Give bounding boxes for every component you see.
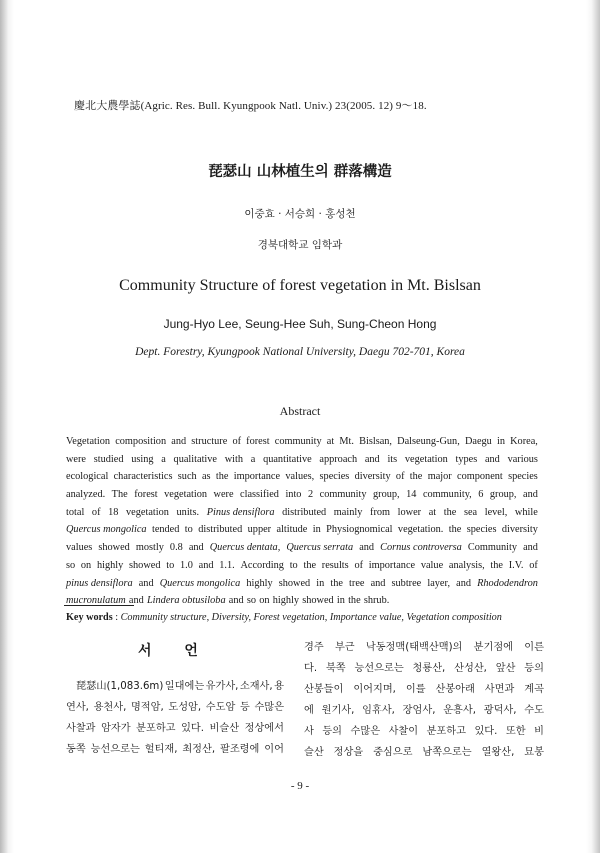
abstract-word: the [303,559,317,571]
abstract-word: subtree [391,577,422,589]
abstract-word: 18 [108,506,119,518]
body-line [304,700,544,721]
body-word: 산성산, [454,663,487,674]
abstract-word: ecological [66,471,109,483]
abstract-word: so [66,559,76,571]
abstract-word: species [466,524,497,536]
abstract-word: Mt. [339,436,354,447]
abstract-line [66,592,538,610]
abstract-word: and [198,559,214,571]
abstract-word: and [171,436,187,447]
body-word: 남쪽으로는 [422,747,472,758]
abstract-word: the [490,559,503,571]
scan-shadow-right [586,0,600,853]
abstract-line [66,557,538,575]
abstract-word: major [427,471,452,483]
body-word: 앞산 [495,663,516,674]
body-word: 경주 [304,642,324,653]
abstract-word: According [240,559,284,571]
abstract-word: of [529,559,538,571]
abstract-word: altitude [276,524,308,536]
body-word: 도성암, [168,702,202,713]
abstract-word: The [111,489,128,501]
body-word: 계곡 [524,684,544,695]
body-word: 또한 [505,726,526,737]
body-column-left [66,676,284,760]
body-word: 정상을 [333,747,364,758]
abstract-word: results [321,559,349,571]
abstract-word: composition [115,436,167,447]
abstract-word: the [443,506,457,518]
english-affiliation: Dept. Forestry, Kyungpook National University, Daegu 702-701, Korea [135,346,465,358]
abstract-word: of [232,436,242,447]
abstract-italic-term: pinus densiflora [66,577,133,589]
abstract-word: in [316,577,325,589]
keywords-rule [64,605,134,606]
abstract-word: analysis, [448,559,485,571]
abstract-heading: Abstract [279,404,321,418]
abstract-word: importance [233,471,281,483]
body-word: 에 [304,705,314,716]
abstract-line [66,468,538,486]
abstract-word: in [312,524,321,536]
abstract-word: value [420,559,444,571]
abstract-word: and [484,453,500,465]
abstract-line [66,575,538,593]
body-word: 최정산, [182,744,216,755]
abstract-word: distributed [198,524,243,536]
abstract-word: as [201,471,211,483]
abstract-italic-term: mucronulatum [66,595,126,607]
abstract-word: classified [240,489,279,501]
keywords-text: Community structure, Diversity, Forest vegetation, Importance value, Vegetation composition [120,612,502,623]
abstract-word: distributed [282,506,327,518]
abstract-word: Physiognomical [326,524,393,536]
english-authors: Jung-Hyo Lee, Seung-Hee Suh, Sung-Cheon Hong [163,317,437,331]
body-word: 소재사, [239,681,273,692]
body-word: 산봉들이 [304,684,344,695]
abstract-word: showed [302,595,334,607]
abstract-word: group, [373,489,400,501]
abstract-word: and [128,595,144,607]
abstract-line [66,486,538,504]
abstract-word: 0.8 [169,542,183,554]
body-line [304,679,544,700]
body-word: 사찰과 [66,723,96,734]
abstract-word: and [359,542,375,554]
keywords-separator: : [112,612,121,623]
abstract-word: of [395,471,405,483]
abstract-word: community [274,436,322,447]
abstract-word: the [348,595,361,607]
body-word: 연사, [66,702,89,713]
abstract-word: 14 [406,489,417,501]
abstract-word: approach [319,453,358,465]
body-word: 사면과 [484,684,515,695]
journal-citation: 慶北大農學誌(Agric. Res. Bull. Kyungpook Natl. Univ.) 23(2005. 12) 9～18. [74,100,427,112]
body-word: 산봉아래 [435,684,475,695]
abstract-word: the [330,577,343,589]
abstract-word: from [370,506,391,518]
abstract-word: showed [278,577,311,589]
abstract-word: on [80,559,92,571]
body-word: 등 [239,702,250,713]
abstract-word: 1.1. [219,559,235,571]
abstract-word: level, [484,506,508,518]
body-word: 광덕사, [483,705,517,716]
abstract-word: with [224,453,244,465]
abstract-word: into [285,489,302,501]
abstract-word: to [289,559,298,571]
body-word: 사찰이 [388,726,419,737]
body-word: 있다. [474,726,498,737]
abstract-word: and [138,577,154,589]
body-word: 사 [304,726,314,737]
body-word: 수많은 [350,726,381,737]
body-word: 명적암, [130,702,164,713]
body-word: 수많은 [254,702,284,713]
body-word: 분기점에 [473,642,514,653]
section-title-introduction: 서 언 [138,643,212,659]
keywords-line [66,612,546,623]
abstract-word: highly [272,595,300,607]
abstract-word: vegetation [164,489,208,501]
korean-title: 琵瑟山 山林植生의 群落構造 [208,164,392,180]
abstract-word: diversity [501,524,538,536]
abstract-word: and [370,577,386,589]
body-word: 운흥사, [443,705,476,716]
body-line [66,718,284,739]
body-word: 일대에는 [164,681,205,692]
body-word: 다. [304,663,318,674]
body-word: 장엄사, [402,705,436,716]
abstract-word: at [428,506,437,518]
abstract-word: Bislsan, [359,436,393,447]
body-word: 수도암 [205,702,236,713]
abstract-word: component [457,471,503,483]
body-word: 중심으로 [373,747,413,758]
body-word: 비슬산 [209,723,240,734]
abstract-word: various [507,453,538,465]
abstract-line [66,539,538,557]
body-word: 용천사, [93,702,127,713]
abstract-word: Community [467,542,518,554]
abstract-word: and [228,595,244,607]
body-word: 이어 [264,744,284,755]
abstract-italic-term: Quercus mongolica [159,577,241,589]
korean-authors: 이중효 · 서승희 · 홍성천 [244,208,356,220]
abstract-word: community [319,489,367,501]
abstract-word: Dalseung-Gun, [397,436,460,447]
body-word: 등의 [322,726,343,737]
abstract-italic-term: Quercus dentata, [209,542,281,554]
abstract-word: Vegetation [66,436,111,447]
abstract-word: layer, [427,577,451,589]
scan-shadow-left [0,0,14,853]
body-word: 임휴사, [362,705,395,716]
abstract-word: and [523,489,538,501]
abstract-italic-term: Quercus mongolica [66,524,147,536]
abstract-word: Korea, [510,436,538,447]
body-line [66,697,284,718]
abstract-word: units. [176,506,200,518]
abstract-word: values [66,542,93,554]
body-word: 능선으로는 [90,744,140,755]
abstract-word: a [161,453,166,465]
abstract-word: community, [422,489,472,501]
abstract-word: diversity [354,471,391,483]
body-line [304,637,544,658]
abstract-word: on [259,595,270,607]
abstract-word: forest [246,436,270,447]
body-word: 분포하고 [426,726,466,737]
body-word: 헐티재, [144,744,178,755]
abstract-word: types [455,453,478,465]
abstract-line [66,433,538,451]
abstract-word: the [409,471,423,483]
abstract-word: and [456,577,472,589]
body-line [66,676,284,697]
body-word: 청룡산, [412,663,446,674]
abstract-word: using [131,453,154,465]
abstract-word: mostly [135,542,164,554]
body-word: 팔조령에 [220,744,260,755]
abstract-word: structure [191,436,228,447]
abstract-word: studied [93,453,124,465]
abstract-word: vegetation [404,453,448,465]
body-word: 분포하고 [136,723,176,734]
body-word: 낙동정맥(태백산맥)의 [365,642,463,653]
abstract-word: showed [98,542,130,554]
body-word: 수도 [524,705,544,716]
abstract-word: highly [246,577,273,589]
body-word: 용 [274,681,284,692]
abstract-word: the [448,524,462,536]
abstract-body [66,433,538,610]
abstract-italic-term: Lindera obtusiloba [146,595,226,607]
abstract-word: 2 [307,489,314,501]
body-word: 있다. [181,723,204,734]
abstract-line [66,504,538,522]
korean-affiliation: 경북대학교 임학과 [257,239,343,251]
body-word: 비 [534,726,544,737]
abstract-word: values, [285,471,315,483]
abstract-word: I.V. [508,559,524,571]
abstract-word: of [91,506,101,518]
abstract-word: quantitative [263,453,312,465]
abstract-italic-term: Quercus serrata [286,542,354,554]
body-line [66,739,284,760]
body-word: 원기사, [321,705,355,716]
abstract-word: species [319,471,350,483]
body-word: 이른 [524,642,544,653]
abstract-word: and [523,542,538,554]
body-word: 유가사, [205,681,239,692]
abstract-word: mainly [333,506,363,518]
abstract-word: and [188,542,204,554]
english-title: Community Structure of forest vegetation in Mt. Bislsan [119,277,481,294]
abstract-word: highly [96,559,124,571]
abstract-word: so [246,595,257,607]
abstract-word: vegetation [126,506,169,518]
body-word: 열왕산, [481,747,515,758]
body-word: 묘봉 [524,747,544,758]
abstract-word: characteristics [113,471,173,483]
abstract-word: were [213,489,234,501]
body-line [304,658,544,679]
abstract-word: sea [463,506,478,518]
body-word: 동쪽 [66,744,86,755]
body-line [304,721,544,742]
abstract-word: species [508,471,538,483]
abstract-word: qualitative [173,453,218,465]
body-word: 슬산 [304,747,324,758]
body-line [304,742,544,763]
body-word: 북쪽 [325,663,346,674]
abstract-word: such [177,471,197,483]
page-number: - 9 - [290,780,310,792]
body-column-right [304,637,544,763]
abstract-word: importance [368,559,416,571]
abstract-italic-term: Pinus densiflora [206,506,275,518]
body-word: 이를 [405,684,426,695]
keywords-label: Key words [66,612,113,623]
abstract-word: and [364,453,380,465]
abstract-word: vegetation. [397,524,444,536]
abstract-word: shrub. [363,595,390,607]
abstract-word: in [336,595,345,607]
abstract-word: tree [349,577,365,589]
abstract-word: 1.0 [180,559,193,571]
abstract-word: analyzed. [66,489,106,501]
body-word: 부근 [334,642,355,653]
abstract-word: group, [489,489,517,501]
abstract-word: were [66,453,87,465]
abstract-word: showed [129,559,161,571]
body-word: 능선으로는 [354,663,404,674]
body-word: 등의 [524,663,544,674]
abstract-word: tended [151,524,180,536]
abstract-italic-term: Rhododendron [477,577,538,589]
body-word: 琵瑟山(1,083.6m) [76,681,164,692]
body-word: 이어지며, [353,684,396,695]
abstract-word: 6 [478,489,484,501]
abstract-line [66,451,538,469]
abstract-word: of [354,559,364,571]
abstract-word: to [184,524,193,536]
abstract-word: forest [134,489,158,501]
abstract-word: upper [247,524,272,536]
abstract-word: while [514,506,538,518]
abstract-line [66,521,538,539]
abstract-word: at [326,436,335,447]
abstract-word: in [496,436,505,447]
abstract-italic-term: Cornus controversa [380,542,462,554]
abstract-word: Daegu [464,436,492,447]
abstract-word: the [215,471,229,483]
abstract-word: a [250,453,256,465]
body-word: 정상에서 [244,723,284,734]
abstract-word: to [166,559,175,571]
abstract-word: lower [397,506,422,518]
abstract-word: total [66,506,85,518]
abstract-word: its [387,453,398,465]
body-word: 암자가 [101,723,131,734]
